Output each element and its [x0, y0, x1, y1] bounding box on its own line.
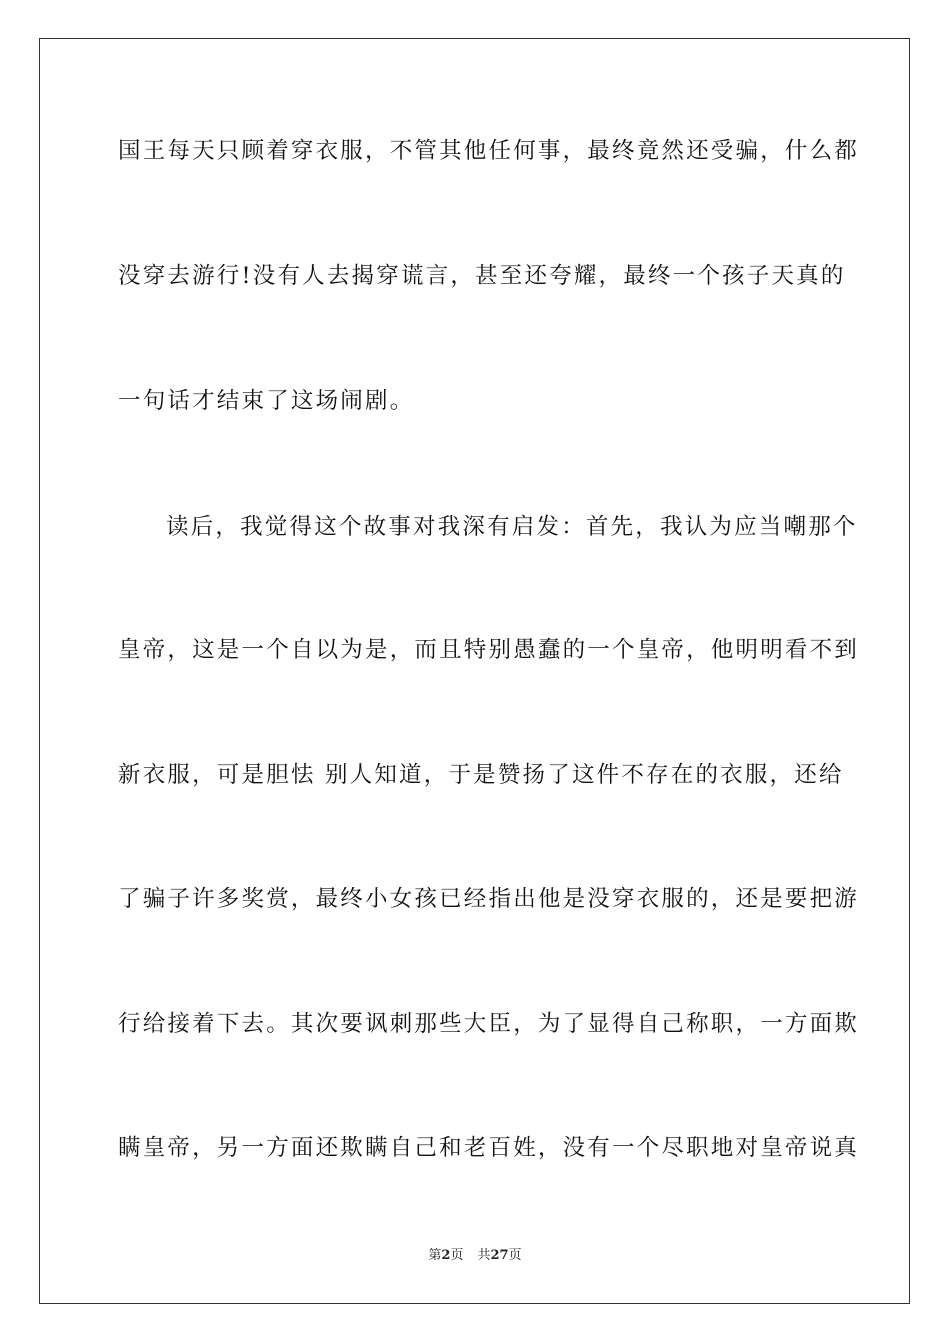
text-line-2: 没穿去游行!没有人去揭穿谎言，甚至还夸耀，最终一个孩子天真的	[118, 263, 846, 289]
page-prefix: 第	[428, 1248, 442, 1263]
page-border	[39, 38, 910, 1304]
page-footer	[0, 1248, 950, 1264]
text-line-9: 瞒皇帝，另一方面还欺瞒自己和老百姓，没有一个尽职地对皇帝说真	[118, 1135, 860, 1161]
text-line-6: 新衣服，可是胆怯 别人知道，于是赞扬了这件不存在的衣服，还给	[118, 762, 844, 788]
total-prefix: 共	[477, 1248, 491, 1263]
text-line-3: 一句话才结束了这场闹剧。	[118, 388, 415, 414]
total-pages: 27	[490, 1248, 509, 1263]
paragraph-start-line: 读后，我觉得这个故事对我深有启发：首先，我认为应当嘲那个	[166, 514, 858, 540]
text-line-8: 行给接着下去。其次要讽刺那些大臣，为了显得自己称职，一方面欺	[118, 1011, 860, 1037]
text-line-1: 国王每天只顾着穿衣服，不管其他任何事，最终竟然还受骗，什么都	[118, 138, 860, 164]
text-line-7: 了骗子许多奖赏，最终小女孩已经指出他是没穿衣服的，还是要把游	[118, 886, 860, 912]
page-suffix: 页	[450, 1248, 464, 1263]
page-number: 2	[441, 1248, 451, 1263]
text-line-5: 皇帝，这是一个自以为是，而且特别愚蠢的一个皇帝，他明明看不到	[118, 637, 860, 663]
total-suffix: 页	[508, 1248, 522, 1263]
